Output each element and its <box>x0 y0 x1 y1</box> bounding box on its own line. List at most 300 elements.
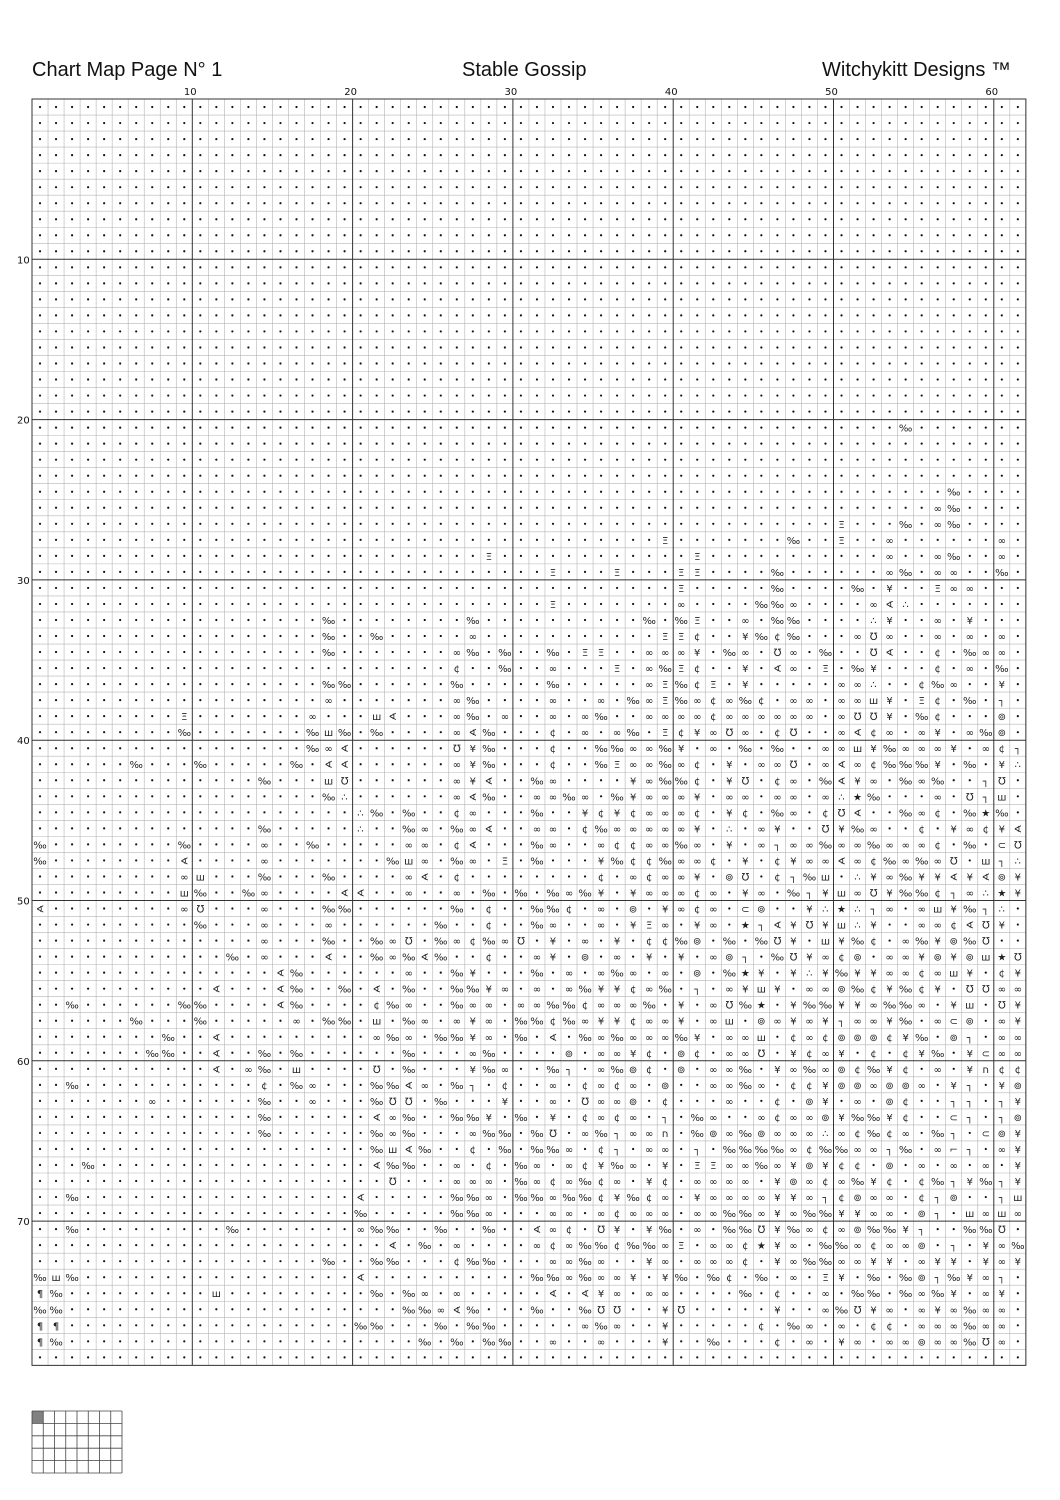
empty-cell-dot <box>135 571 137 573</box>
pattern-symbol: ш <box>820 936 831 948</box>
empty-cell-dot <box>969 218 971 220</box>
empty-cell-dot <box>343 1132 345 1134</box>
empty-cell-dot <box>953 330 955 332</box>
empty-cell-dot <box>215 1020 217 1022</box>
pattern-symbol: ‰ <box>161 1048 175 1060</box>
empty-cell-dot <box>408 619 410 621</box>
empty-cell-dot <box>392 619 394 621</box>
empty-cell-dot <box>231 715 233 717</box>
empty-cell-dot <box>167 1148 169 1150</box>
empty-cell-dot <box>231 266 233 268</box>
empty-cell-dot <box>1001 250 1003 252</box>
empty-cell-dot <box>921 234 923 236</box>
empty-cell-dot <box>568 491 570 493</box>
pattern-symbol: ∞ <box>757 712 766 724</box>
empty-cell-dot <box>279 747 281 749</box>
empty-cell-dot <box>376 234 378 236</box>
empty-cell-dot <box>103 747 105 749</box>
pattern-symbol: ‰ <box>546 1273 560 1285</box>
empty-cell-dot <box>167 282 169 284</box>
pattern-symbol: ∞ <box>484 1177 494 1189</box>
empty-cell-dot <box>921 539 923 541</box>
empty-cell-dot <box>215 330 217 332</box>
empty-cell-dot <box>376 218 378 220</box>
empty-cell-dot <box>808 266 810 268</box>
empty-cell-dot <box>71 1068 73 1070</box>
pattern-symbol: ¢ <box>742 1257 749 1269</box>
pattern-symbol: ¢ <box>998 744 1006 756</box>
pattern-symbol: ¥ <box>982 1257 989 1269</box>
empty-cell-dot <box>921 555 923 557</box>
empty-cell-dot <box>969 170 971 172</box>
empty-cell-dot <box>889 491 891 493</box>
empty-cell-dot <box>408 218 410 220</box>
pattern-symbol: ¥ <box>902 1225 909 1237</box>
empty-cell-dot <box>632 170 634 172</box>
empty-cell-dot <box>696 1068 698 1070</box>
pattern-symbol: ∞ <box>420 856 429 868</box>
empty-cell-dot <box>792 475 794 477</box>
empty-cell-dot <box>279 122 281 124</box>
empty-cell-dot <box>824 346 826 348</box>
pattern-symbol: ∞ <box>661 648 670 660</box>
empty-cell-dot <box>327 234 329 236</box>
pattern-symbol: ∴ <box>1014 856 1022 868</box>
empty-cell-dot <box>183 443 185 445</box>
empty-cell-dot <box>392 330 394 332</box>
empty-cell-dot <box>568 1324 570 1326</box>
empty-cell-dot <box>119 1084 121 1086</box>
empty-cell-dot <box>985 298 987 300</box>
empty-cell-dot <box>231 459 233 461</box>
empty-cell-dot <box>568 843 570 845</box>
empty-cell-dot <box>520 1100 522 1102</box>
empty-cell-dot <box>744 1116 746 1118</box>
empty-cell-dot <box>215 1196 217 1198</box>
empty-cell-dot <box>488 186 490 188</box>
pattern-symbol: ⊚ <box>917 1241 926 1253</box>
empty-cell-dot <box>151 539 153 541</box>
empty-cell-dot <box>680 1228 682 1230</box>
empty-cell-dot <box>1001 507 1003 509</box>
empty-cell-dot <box>408 1244 410 1246</box>
empty-cell-dot <box>584 1148 586 1150</box>
empty-cell-dot <box>279 859 281 861</box>
empty-cell-dot <box>103 298 105 300</box>
page-label: Chart Map Page N° 1 <box>32 59 223 81</box>
empty-cell-dot <box>600 507 602 509</box>
empty-cell-dot <box>103 1228 105 1230</box>
empty-cell-dot <box>472 587 474 589</box>
empty-cell-dot <box>440 170 442 172</box>
empty-cell-dot <box>921 459 923 461</box>
empty-cell-dot <box>376 1212 378 1214</box>
empty-cell-dot <box>792 250 794 252</box>
pattern-symbol: ⊚ <box>853 1032 862 1044</box>
empty-cell-dot <box>360 539 362 541</box>
pattern-symbol: ┐ <box>742 952 749 964</box>
pattern-symbol: ∞ <box>436 1305 445 1317</box>
empty-cell-dot <box>856 154 858 156</box>
empty-cell-dot <box>360 170 362 172</box>
empty-cell-dot <box>119 555 121 557</box>
pattern-symbol: ‰ <box>594 760 608 772</box>
empty-cell-dot <box>279 1340 281 1342</box>
empty-cell-dot <box>55 972 57 974</box>
empty-cell-dot <box>536 394 538 396</box>
empty-cell-dot <box>584 186 586 188</box>
empty-cell-dot <box>39 988 41 990</box>
empty-cell-dot <box>279 683 281 685</box>
pattern-symbol: ‰ <box>834 968 849 980</box>
pattern-symbol: ℧ <box>821 824 830 836</box>
empty-cell-dot <box>183 1180 185 1182</box>
pattern-symbol: ‰ <box>321 632 336 644</box>
empty-cell-dot <box>552 218 554 220</box>
pattern-symbol: ¥ <box>629 920 637 932</box>
empty-cell-dot <box>247 378 249 380</box>
pattern-symbol: ℧ <box>372 1064 381 1076</box>
empty-cell-dot <box>600 603 602 605</box>
empty-cell-dot <box>792 410 794 412</box>
empty-cell-dot <box>488 170 490 172</box>
pattern-symbol: ‰ <box>193 1000 208 1012</box>
pattern-symbol: ∞ <box>548 1209 558 1221</box>
pattern-symbol: ¢ <box>918 824 925 836</box>
empty-cell-dot <box>295 795 297 797</box>
pattern-symbol: ¥ <box>742 632 749 644</box>
empty-cell-dot <box>279 1068 281 1070</box>
empty-cell-dot <box>760 282 762 284</box>
pattern-symbol: ‰ <box>369 952 384 964</box>
pattern-symbol: ∞ <box>725 1048 734 1060</box>
empty-cell-dot <box>536 875 538 877</box>
empty-cell-dot <box>792 378 794 380</box>
empty-cell-dot <box>247 106 249 108</box>
empty-cell-dot <box>135 795 137 797</box>
empty-cell-dot <box>39 667 41 669</box>
pattern-symbol: ¶ <box>36 1289 44 1301</box>
empty-cell-dot <box>247 1116 249 1118</box>
pattern-symbol: ¢ <box>581 1112 589 1124</box>
empty-cell-dot <box>71 491 73 493</box>
pattern-symbol: ‰ <box>450 968 464 980</box>
empty-cell-dot <box>808 298 810 300</box>
empty-cell-dot <box>247 1340 249 1342</box>
empty-cell-dot <box>760 1340 762 1342</box>
empty-cell-dot <box>472 923 474 925</box>
empty-cell-dot <box>905 907 907 909</box>
empty-cell-dot <box>151 1356 153 1358</box>
pattern-symbol: ∞ <box>757 888 766 900</box>
empty-cell-dot <box>744 1308 746 1310</box>
empty-cell-dot <box>311 956 313 958</box>
pattern-symbol: ‰ <box>882 1225 897 1237</box>
empty-cell-dot <box>215 651 217 653</box>
empty-cell-dot <box>103 1324 105 1326</box>
empty-cell-dot <box>872 362 874 364</box>
pattern-symbol: ∞ <box>789 664 798 676</box>
pattern-symbol: ‰ <box>642 615 656 627</box>
empty-cell-dot <box>536 138 538 140</box>
empty-cell-dot <box>343 1340 345 1342</box>
empty-cell-dot <box>311 811 313 813</box>
empty-cell-dot <box>103 394 105 396</box>
empty-cell-dot <box>937 1084 939 1086</box>
empty-cell-dot <box>600 619 602 621</box>
empty-cell-dot <box>103 1164 105 1166</box>
empty-cell-dot <box>343 1212 345 1214</box>
empty-cell-dot <box>584 378 586 380</box>
pattern-symbol: ∞ <box>789 1209 798 1221</box>
empty-cell-dot <box>295 202 297 204</box>
pattern-symbol: ∞ <box>725 1032 734 1044</box>
empty-cell-dot <box>792 827 794 829</box>
empty-cell-dot <box>921 667 923 669</box>
empty-cell-dot <box>872 138 874 140</box>
pattern-symbol: ∞ <box>933 615 942 627</box>
empty-cell-dot <box>760 811 762 813</box>
empty-cell-dot <box>167 1164 169 1166</box>
empty-cell-dot <box>1001 282 1003 284</box>
empty-cell-dot <box>648 475 650 477</box>
empty-cell-dot <box>119 1036 121 1038</box>
pattern-symbol: ‰ <box>674 840 688 852</box>
empty-cell-dot <box>440 587 442 589</box>
empty-cell-dot <box>504 1164 506 1166</box>
pattern-symbol: ℧ <box>597 1225 605 1237</box>
empty-cell-dot <box>231 186 233 188</box>
pattern-symbol: ‰ <box>482 936 496 948</box>
pattern-symbol: ∞ <box>596 1209 606 1221</box>
empty-cell-dot <box>279 699 281 701</box>
empty-cell-dot <box>87 202 89 204</box>
empty-cell-dot <box>504 635 506 637</box>
empty-cell-dot <box>728 234 730 236</box>
empty-cell-dot <box>424 539 426 541</box>
empty-cell-dot <box>808 378 810 380</box>
empty-cell-dot <box>343 619 345 621</box>
empty-cell-dot <box>712 491 714 493</box>
empty-cell-dot <box>247 779 249 781</box>
empty-cell-dot <box>360 1052 362 1054</box>
empty-cell-dot <box>263 571 265 573</box>
empty-cell-dot <box>824 619 826 621</box>
empty-cell-dot <box>424 795 426 797</box>
pattern-symbol: ‰ <box>401 1289 416 1301</box>
empty-cell-dot <box>616 651 618 653</box>
empty-cell-dot <box>840 1100 842 1102</box>
pattern-symbol: ‰ <box>65 1225 79 1237</box>
pattern-symbol: ∞ <box>981 1289 990 1301</box>
pattern-symbol: ∞ <box>773 792 782 804</box>
empty-cell-dot <box>424 1356 426 1358</box>
empty-cell-dot <box>151 699 153 701</box>
pattern-symbol: ∞ <box>677 904 686 916</box>
empty-cell-dot <box>119 186 121 188</box>
pattern-symbol: ¢ <box>822 1032 829 1044</box>
empty-cell-dot <box>921 170 923 172</box>
pattern-symbol: ¢ <box>870 728 877 740</box>
pattern-symbol: ∞ <box>468 1177 477 1189</box>
empty-cell-dot <box>71 122 73 124</box>
empty-cell-dot <box>824 443 826 445</box>
empty-cell-dot <box>103 587 105 589</box>
empty-cell-dot <box>504 1356 506 1358</box>
empty-cell-dot <box>263 491 265 493</box>
empty-cell-dot <box>664 459 666 461</box>
pattern-symbol: ¢ <box>501 1080 509 1092</box>
pattern-symbol: ⊚ <box>1013 1112 1023 1124</box>
empty-cell-dot <box>824 539 826 541</box>
empty-cell-dot <box>584 619 586 621</box>
empty-cell-dot <box>343 218 345 220</box>
empty-cell-dot <box>792 138 794 140</box>
empty-cell-dot <box>905 170 907 172</box>
empty-cell-dot <box>472 907 474 909</box>
empty-cell-dot <box>584 218 586 220</box>
pattern-symbol: ¢ <box>453 808 460 820</box>
empty-cell-dot <box>103 859 105 861</box>
empty-cell-dot <box>199 1052 201 1054</box>
empty-cell-dot <box>889 250 891 252</box>
empty-cell-dot <box>1017 186 1019 188</box>
empty-cell-dot <box>167 699 169 701</box>
pattern-symbol: ¥ <box>694 728 701 740</box>
empty-cell-dot <box>680 1356 682 1358</box>
empty-cell-dot <box>568 731 570 733</box>
empty-cell-dot <box>905 106 907 108</box>
empty-cell-dot <box>792 1100 794 1102</box>
empty-cell-dot <box>183 972 185 974</box>
pattern-symbol: ∞ <box>452 1177 461 1189</box>
pattern-symbol: ⊚ <box>853 1193 862 1205</box>
empty-cell-dot <box>440 154 442 156</box>
empty-cell-dot <box>728 459 730 461</box>
pattern-symbol: ‰ <box>802 1064 817 1076</box>
pattern-symbol: ∞ <box>452 1241 461 1253</box>
empty-cell-dot <box>392 1020 394 1022</box>
empty-cell-dot <box>263 1340 265 1342</box>
empty-cell-dot <box>696 154 698 156</box>
pattern-symbol: ‰ <box>401 1016 416 1028</box>
empty-cell-dot <box>231 699 233 701</box>
empty-cell-dot <box>632 250 634 252</box>
pattern-symbol: ┐ <box>966 1080 973 1092</box>
empty-cell-dot <box>969 539 971 541</box>
empty-cell-dot <box>985 699 987 701</box>
empty-cell-dot <box>792 282 794 284</box>
empty-cell-dot <box>664 427 666 429</box>
pattern-symbol: Ξ <box>710 680 717 692</box>
empty-cell-dot <box>520 443 522 445</box>
empty-cell-dot <box>279 250 281 252</box>
empty-cell-dot <box>584 491 586 493</box>
empty-cell-dot <box>199 555 201 557</box>
empty-cell-dot <box>408 683 410 685</box>
empty-cell-dot <box>263 603 265 605</box>
empty-cell-dot <box>680 266 682 268</box>
empty-cell-dot <box>376 779 378 781</box>
empty-cell-dot <box>231 362 233 364</box>
pattern-symbol: ∞ <box>180 872 189 884</box>
empty-cell-dot <box>135 1068 137 1070</box>
empty-cell-dot <box>247 1052 249 1054</box>
empty-cell-dot <box>921 1116 923 1118</box>
empty-cell-dot <box>456 1148 458 1150</box>
empty-cell-dot <box>1017 1324 1019 1326</box>
empty-cell-dot <box>199 266 201 268</box>
pattern-symbol: ¢ <box>934 648 941 660</box>
pattern-symbol: ∞ <box>388 952 397 964</box>
empty-cell-dot <box>247 763 249 765</box>
empty-cell-dot <box>376 154 378 156</box>
empty-cell-dot <box>392 491 394 493</box>
empty-cell-dot <box>456 1228 458 1230</box>
pattern-symbol: ∞ <box>789 696 798 708</box>
empty-cell-dot <box>119 956 121 958</box>
pattern-symbol: ℧ <box>789 952 798 964</box>
empty-cell-dot <box>776 475 778 477</box>
empty-cell-dot <box>376 1180 378 1182</box>
empty-cell-dot <box>87 523 89 525</box>
pattern-symbol: ∞ <box>709 920 718 932</box>
empty-cell-dot <box>856 651 858 653</box>
pattern-symbol: ∞ <box>628 872 638 884</box>
pattern-symbol: ‰ <box>738 1064 753 1076</box>
pattern-symbol: ∞ <box>869 776 878 788</box>
empty-cell-dot <box>55 603 57 605</box>
empty-cell-dot <box>921 378 923 380</box>
empty-cell-dot <box>135 1244 137 1246</box>
pattern-symbol: ¢ <box>710 856 717 868</box>
empty-cell-dot <box>263 972 265 974</box>
empty-cell-dot <box>985 763 987 765</box>
empty-cell-dot <box>392 459 394 461</box>
empty-cell-dot <box>472 507 474 509</box>
empty-cell-dot <box>360 603 362 605</box>
empty-cell-dot <box>664 1356 666 1358</box>
empty-cell-dot <box>824 1324 826 1326</box>
pattern-symbol: ¢ <box>934 712 941 724</box>
pattern-symbol: ★ <box>740 968 750 980</box>
empty-cell-dot <box>728 619 730 621</box>
empty-cell-dot <box>247 1004 249 1006</box>
empty-cell-dot <box>1001 491 1003 493</box>
empty-cell-dot <box>568 138 570 140</box>
empty-cell-dot <box>87 1308 89 1310</box>
empty-cell-dot <box>1001 170 1003 172</box>
empty-cell-dot <box>408 587 410 589</box>
empty-cell-dot <box>808 587 810 589</box>
empty-cell-dot <box>937 459 939 461</box>
empty-cell-dot <box>311 378 313 380</box>
empty-cell-dot <box>616 1340 618 1342</box>
pattern-symbol: ∞ <box>677 760 686 772</box>
empty-cell-dot <box>87 1180 89 1182</box>
pattern-symbol: ∞ <box>757 1080 766 1092</box>
empty-cell-dot <box>39 1020 41 1022</box>
pattern-symbol: ∞ <box>548 1225 558 1237</box>
empty-cell-dot <box>103 603 105 605</box>
empty-cell-dot <box>360 923 362 925</box>
empty-cell-dot <box>792 186 794 188</box>
empty-cell-dot <box>584 443 586 445</box>
empty-cell-dot <box>488 619 490 621</box>
empty-cell-dot <box>648 346 650 348</box>
empty-cell-dot <box>712 362 714 364</box>
empty-cell-dot <box>295 218 297 220</box>
